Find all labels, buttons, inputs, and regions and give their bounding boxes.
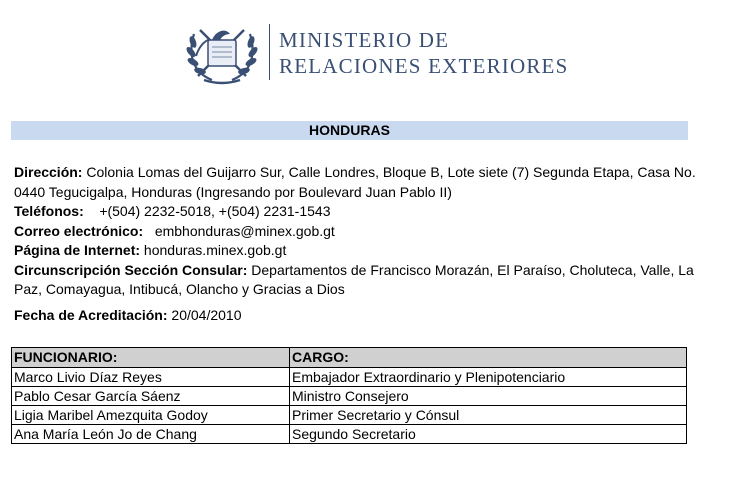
email-label: Correo electrónico:	[14, 222, 144, 239]
official-position: Ministro Consejero	[290, 387, 687, 406]
accreditation-label: Fecha de Acreditación:	[14, 306, 168, 323]
official-position: Embajador Extraordinario y Plenipotenciario	[290, 368, 687, 387]
address-value: Colonia Lomas del Guijarro Sur, Calle Londres, Bloque B, Lote siete (7) Segunda Etapa, Casa No. 0440 Tegucigalpa, Honduras (Ingresando por Boulevard Juan Pablo II)	[14, 164, 696, 200]
website-line	[14, 241, 704, 261]
website-value[interactable]: honduras.minex.gob.gt	[143, 242, 287, 258]
embassy-info	[14, 163, 704, 325]
ministry-line-1: MINISTERIO DE	[279, 28, 450, 52]
email-value[interactable]: embhonduras@minex.gob.gt	[154, 222, 335, 239]
official-name: Pablo Cesar García Sáenz	[12, 387, 290, 406]
consular-line	[14, 261, 704, 300]
header-divider	[269, 24, 270, 80]
letterhead	[178, 14, 569, 86]
phones-label: Teléfonos:	[14, 203, 84, 219]
coat-of-arms-icon	[182, 20, 262, 86]
header-funcionario: FUNCIONARIO:	[12, 348, 290, 368]
email-line	[14, 222, 704, 242]
official-position: Primer Secretario y Cónsul	[290, 406, 687, 425]
official-name: Ana María León Jo de Chang	[12, 425, 290, 444]
official-name: Marco Livio Díaz Reyes	[12, 368, 290, 387]
header-cargo: CARGO:	[290, 348, 687, 368]
phones-value: +(504) 2232-5018, +(504) 2231-1543	[99, 203, 331, 219]
table-row	[12, 368, 687, 387]
table-row	[12, 425, 687, 444]
table-row	[12, 406, 687, 425]
address-line	[14, 163, 704, 202]
table-row	[12, 387, 687, 406]
official-name: Ligia Maribel Amezquita Godoy	[12, 406, 290, 425]
accreditation-value: 20/04/2010	[171, 306, 242, 323]
website-label: Página de Internet:	[14, 242, 141, 258]
consular-label: Circunscripción Sección Consular:	[14, 261, 248, 278]
ministry-name	[279, 27, 568, 79]
country-title: HONDURAS	[11, 121, 688, 140]
address-label: Dirección:	[14, 164, 83, 180]
table-header-row	[12, 348, 687, 368]
consular-value: Departamentos de Francisco Morazán, El Paraíso, Choluteca, Valle, La Paz, Comayagua, Intibucá, Olancho y Gracias a Dios	[14, 261, 694, 297]
officials-table	[11, 347, 687, 444]
ministry-line-2: RELACIONES EXTERIORES	[279, 54, 569, 78]
accreditation-line	[14, 306, 704, 326]
official-position: Segundo Secretario	[290, 425, 687, 444]
phones-line	[14, 202, 704, 222]
